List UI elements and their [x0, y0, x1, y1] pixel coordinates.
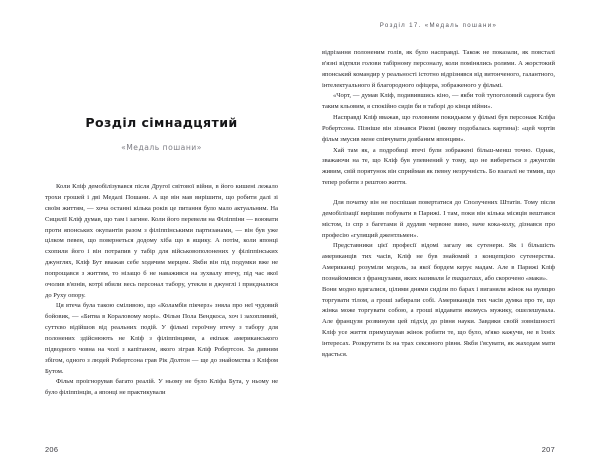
chapter-heading-block — [45, 116, 278, 152]
chapter-subtitle: «Медаль пошани» — [121, 142, 202, 152]
page-number-left: 206 — [45, 445, 59, 454]
text-run: Вони модно вдягалися, цілими днями сиділи по барах і виганяли жінок на вулицю торгувати тілом, а гроші забирали собі. Американців тих часів думка про те, що жінка може торгувати собою, а гроші віддавати якомусь мужику, ошелешувала. Але французи розвинули цей підхід до рівня науки. Завдяки своїй зовнішності Кліф усе життя примушував жінок робити те, що було, м'яко кажучи, не в їхніх інтересах. Розкрутити їх на трах сексяного рівня. Якби і'ясувати, як жаходам мати вдасться. — [322, 285, 555, 358]
paragraph — [322, 91, 555, 113]
paragraph — [322, 241, 555, 284]
paragraph: Коли Кліф демобілізувався після Другої світової війни, в його кишені лежало трохи грошей і дві Медалі Пошани. А ще він мав вирішити, що робити далі зі своїм життям, — хоча останні кілька років це питання було мало актуальним. На Сицилії Кліф думав, що там і загине. Коли його перевели на Філіппіни — воювати проти японських окупантів разом з філіппінськими партизанами, — він був уже цілком певен, що повернеться додому хіба що в ящику. А потім, коли японці схопили його і він потрапив у табір для військовополонених у філіппінських джунглях, Кліф Бут вважав себе ходячим мерцем. Якби він під подумки вже не попрощався з життям, то нізащо б не наважився на зухвалу втечу, під час якої очолив в'язнів, котрі вбили весь персонал табору, утекли в джунглі і приєдналися до Руху опору. — [45, 183, 278, 299]
page-number-right: 207 — [541, 445, 555, 454]
text-run: , або скорочено «маки». — [481, 274, 548, 282]
paragraph — [322, 198, 555, 241]
text-run: Для початку він не поспішав повертатися до Сполучених Штатів. Тому після демобілізації вирішив побувати в Парижі. І там, поки він кілька місяців вештався містом, із спр з багетами й дудлив червоне вино, наче кока-колу, дізнався про професію «гулящий джентльмен». — [322, 198, 555, 239]
chapter-title: Розділ сімнадцятий — [85, 115, 238, 130]
text-run: Насправді Кліф вважав, що головним покидьком у фільмі був персонаж Кліфа Робертсона. Пізніше він зізнався Ріковi (якому подобалась картина): «цей чортів фільм змусив мене співчувати довбаним японцям». — [322, 114, 555, 143]
text-run: Представники цієї професії відомі загалу як сутенери. Як і більшість американців тих часів, Кліф не був знайомий з концепцією сутенерства. Американці розуміли модель, за якої бордем керує мадам. Але в Парижі Кліф познайомився з французами, яких називали — [322, 242, 555, 282]
paragraph — [322, 285, 555, 361]
body-text-right — [322, 48, 555, 361]
text-run: Хай там як, а подробиці втечі були зображені більш-менш точно. Однак, зважаючи на те, що Кліф був упевнений у тому, що не вибереться з джунглів живим, свій порятунок він сприймав як певну незручність. Бо взагалі не тямив, що тепер робити з рештою життя. — [322, 146, 555, 187]
italic-term: le maqueraux — [445, 274, 482, 282]
paragraph: Ця втеча була такою сміливою, що «Коламбія пікчерз» зняла про неї чудовий бойовик, — «Битва в Кораловому морі». Фільм Пола Вендкоса, хоч і захопливий, суттєво відійшов від реальних подій. У фільмі героїчну втечу з табору для полонених здійснюють не Кліф з філіппінцями, а екіпаж американського підводного човна на чолі з капітаном, якого зіграв Кліф Робертсон. За дивним збігом, одного з людей Робертсона грав Рік Долтон — ще до знайомства з Кліфом Бутом. — [45, 302, 278, 375]
text-run: відрізання полоненим голів, як було насправді. Також не показали, як повсталі в'язні відтяли голови табірному персоналу, коли помінялись ролями. А жорстокий японський командир у реальності істотно відрізнявся від витонченого, галантного, інтелектуального й благородного офіцера, зображеного у фільмі. — [322, 49, 555, 89]
text-run: «Чорт, — думав Кліф, подивившись кіно, — якби той тупоголовий садюга був таким кльовим, я спокійно сидів би в таборі до кінця війни». — [322, 92, 555, 111]
paragraph — [322, 113, 555, 146]
page-right — [300, 0, 600, 470]
paragraph — [322, 48, 555, 91]
running-head-right: Розділ 17. «Медаль пошани» — [379, 22, 498, 29]
body-text-left — [45, 182, 278, 399]
paragraph: Фільм проігнорував багато реалій. У ньому не було Кліфа Бута, у ньому не було філіппінців, а японці не практикували — [45, 378, 278, 397]
paragraph — [322, 146, 555, 189]
